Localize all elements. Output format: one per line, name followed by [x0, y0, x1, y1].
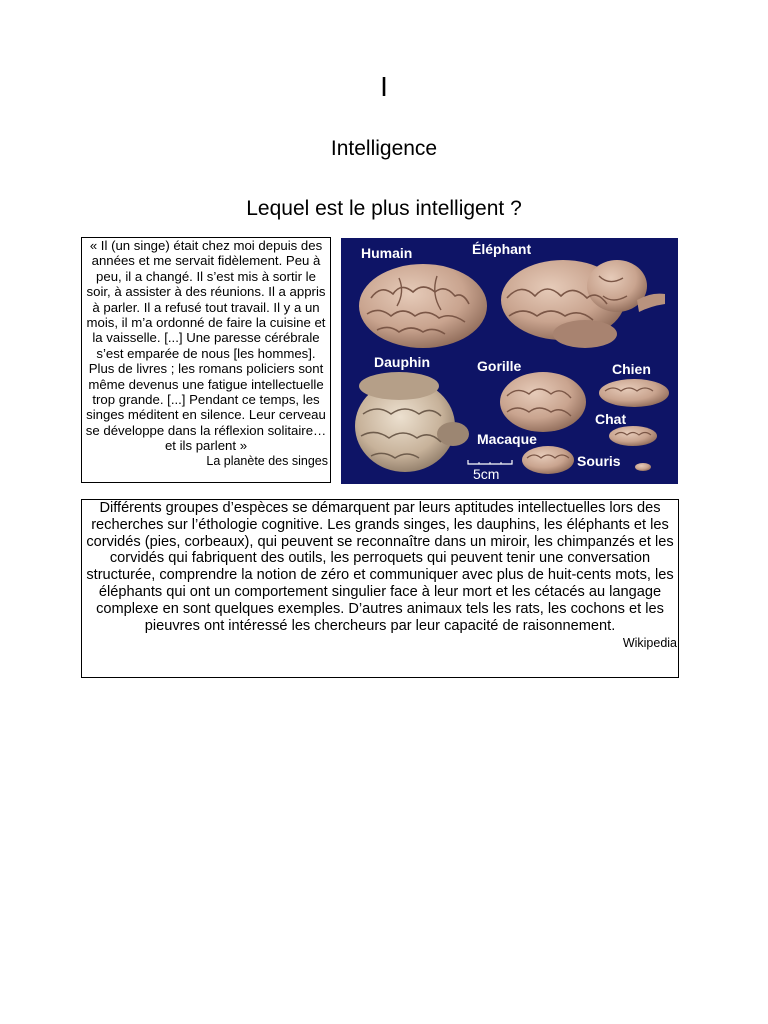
quote-box [81, 237, 331, 483]
dolphin-brain [355, 372, 469, 472]
label-mouse: Souris [577, 453, 621, 469]
label-dolphin: Dauphin [374, 354, 430, 370]
label-human: Humain [361, 245, 413, 261]
label-elephant: Éléphant [472, 241, 532, 257]
label-macaque: Macaque [477, 431, 537, 447]
human-brain [359, 264, 487, 348]
mouse-brain [635, 463, 651, 471]
dog-brain [599, 379, 669, 407]
cat-brain [609, 426, 657, 446]
quote-text: « Il (un singe) était chez moi depuis des années et me servait fidèlement. Peu à peu, il a changé. Il s’est mis à sortir le soir, à assister à des réunions. Il a appris à parler. Il a refusé tout travail. Il y a un mois, il m’a ordonné de faire la cuisine et la vaisselle. [...] Une paresse cérébrale s’est emparée de nous [les hommes]. Plus de livres ; les romans policiers sont même devenus une fatigue intellectuelle trop grande. [...] Pendant ce temps, les singes méditent en silence. Leur cerveau se développe dans la réflexion solitaire… et ils parlent » [85, 238, 327, 454]
info-box [81, 499, 679, 678]
info-text: Différents groupes d’espèces se démarquent par leurs aptitudes intellectuelles lors des recherches sur l’éthologie cognitive. Les grands singes, les dauphins, les éléphants et les corvidés (pies, corbeaux), qui peuvent se reconnaître dans un miroir, les chimpanzés et les corvidés qui fabriquent des outils, les perroquets qui peuvent tenir une conversation structurée, comprendre la notion de zéro et communiquer avec plus de huit-cents mots, les éléphants qui ont un comportement singulier face à leur mort et les cétacés au langage complexe en sont quelques exemples. D’autres animaux tels les rats, les cochons et les pieuvres ont intéressé les chercheurs par leur capacité de raisonnement. [86, 500, 674, 634]
macaque-brain [522, 446, 574, 474]
page-subtitle: Lequel est le plus intelligent ? [246, 197, 522, 220]
brain-comparison-image [341, 238, 678, 484]
label-dog: Chien [612, 361, 651, 377]
info-source: Wikipedia [622, 636, 677, 651]
gorilla-brain [500, 372, 586, 432]
scale-label: 5cm [473, 466, 500, 482]
page-title: Intelligence [330, 137, 438, 160]
elephant-brain [501, 260, 665, 348]
chapter-number: I [380, 71, 388, 102]
label-gorilla: Gorille [477, 358, 522, 374]
label-cat: Chat [595, 411, 627, 427]
scale-bar [468, 460, 512, 464]
quote-source: La planète des singes [206, 453, 328, 468]
